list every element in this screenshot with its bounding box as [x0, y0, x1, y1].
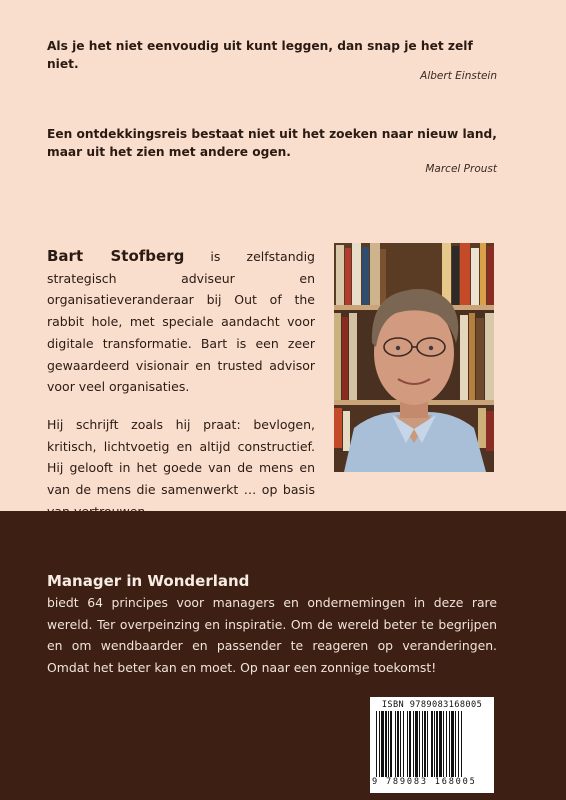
author-photo [334, 243, 494, 472]
bio-paragraph-2: Hij schrijft zoals hij praat: bevlogen, kritisch, lichtvoetig en altijd constructief. Hij gelooft in het goede van de mens en van de mens die samenwerkt … op basis [47, 416, 315, 498]
isbn-label: ISBN 9789083168005 [381, 700, 483, 710]
quote-proust [47, 125, 497, 176]
quote-text-line2: maar uit het zien met andere ogen. [47, 145, 291, 159]
bio-paragraph-1-text: is zelfstandig strategisch adviseur en organisatieveranderaar bij Out of the rabbit hole, met speciale aandacht voor digitale transformatie. Bart is een zeer gewaardeerd visionair en trusted advisor voor veel organisaties. [47, 249, 315, 395]
quote-author: Marcel Proust [425, 163, 497, 175]
bio-paragraph-1 [47, 246, 315, 398]
isbn-barcode [370, 697, 494, 793]
barcode-bars [376, 711, 488, 781]
isbn-digits: 9 789083 168005 [372, 777, 492, 787]
quote-text-line1: Een ontdekkingsreis bestaat niet uit het zoeken naar nieuw land, [47, 127, 497, 141]
author-name: Bart Stofberg [47, 247, 185, 265]
author-bio [47, 246, 315, 522]
author-portrait-image [334, 243, 494, 472]
book-description: biedt 64 principes voor managers en ondernemingen in deze rare wereld. Ter overpeinzing en inspiratie. Om de wereld beter te begrijpen en om wendbaarder en passender te reageren op veranderingen. Omdat het beter kan en moet. Op naar een zonnige toekomst! [47, 595, 497, 675]
book-title: Manager in Wonderland [47, 572, 250, 590]
quote-author: Albert Einstein [420, 70, 497, 82]
quote-einstein [47, 37, 497, 83]
quote-text: Als je het niet eenvoudig uit kunt leggen, dan snap je het zelf niet. [47, 39, 473, 71]
